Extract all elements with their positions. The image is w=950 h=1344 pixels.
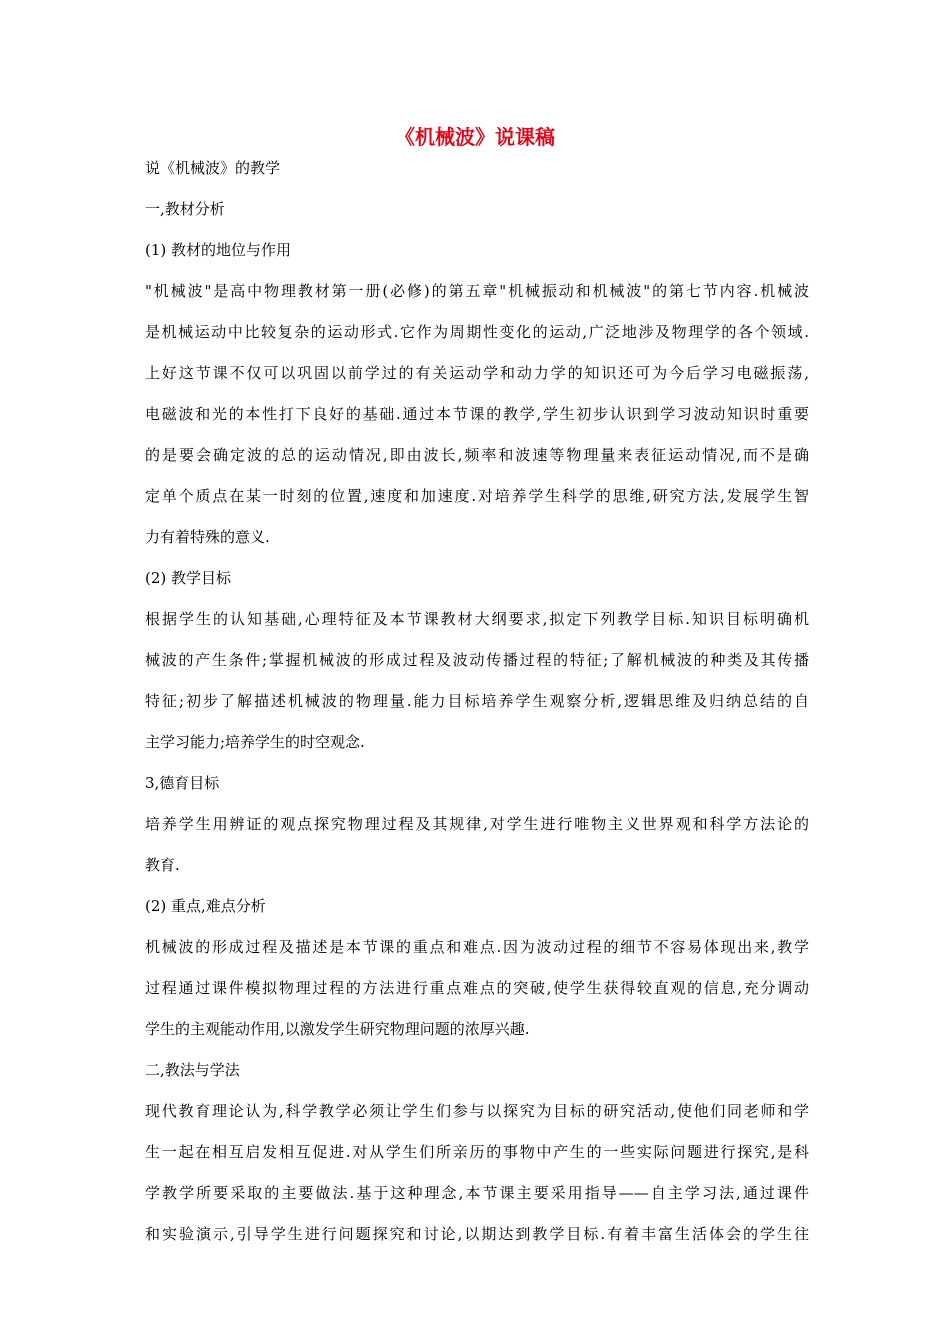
subsection-heading: (2) 教学目标 (145, 569, 232, 587)
paragraph-line: 是机械运动中比较复杂的运动形式.它作为周期性变化的运动,广泛地涉及物理学的各个领域. (145, 323, 809, 341)
text-line: 说《机械波》的教学 (145, 159, 281, 177)
paragraph-line: 学生的主观能动作用,以激发学生研究物理问题的浓厚兴趣. (145, 1020, 530, 1038)
paragraph-line: "机械波"是高中物理教材第一册(必修)的第五章"机械振动和机械波"的第七节内容.机械波 (145, 282, 809, 300)
subsection-heading: (1) 教材的地位与作用 (145, 241, 292, 259)
paragraph-line: 特征;初步了解描述机械波的物理量.能力目标培养学生观察分析,逻辑思维及归纳总结的自 (145, 692, 809, 710)
paragraph-line: 生一起在相互启发相互促进.对从学生们所亲历的事物中产生的一些实际问题进行探究,是科 (145, 1143, 809, 1161)
paragraph-line: 力有着特殊的意义. (145, 528, 270, 546)
paragraph-line: 教育. (145, 856, 180, 874)
paragraph-line: 和实验演示,引导学生进行问题探究和讨论,以期达到教学目标.有着丰富生活体会的学生往 (145, 1225, 809, 1243)
paragraph-line: 定单个质点在某一时刻的位置,速度和加速度.对培养学生科学的思维,研究方法,发展学生智 (145, 487, 809, 505)
paragraph-line: 上好这节课不仅可以巩固以前学过的有关运动学和动力学的知识还可为今后学习电磁振荡, (145, 364, 809, 382)
subsection-heading: 3,德育目标 (145, 774, 220, 792)
paragraph-line: 根据学生的认知基础,心理特征及本节课教材大纲要求,拟定下列教学目标.知识目标明确机 (145, 610, 809, 628)
paragraph-line: 培养学生用辨证的观点探究物理过程及其规律,对学生进行唯物主义世界观和科学方法论的 (145, 815, 809, 833)
section-heading: 一,教材分析 (145, 200, 225, 218)
document-body (145, 148, 809, 1255)
paragraph-line: 电磁波和光的本性打下良好的基础.通过本节课的教学,学生初步认识到学习波动知识时重要 (145, 405, 809, 423)
paragraph-line: 现代教育理论认为,科学教学必须让学生们参与以探究为目标的研究活动,使他们同老师和学 (145, 1102, 809, 1120)
paragraph-line: 机械波的形成过程及描述是本节课的重点和难点.因为波动过程的细节不容易体现出来,教学 (145, 938, 809, 956)
paragraph-line: 械波的产生条件;掌握机械波的形成过程及波动传播过程的特征;了解机械波的种类及其传播 (145, 651, 809, 669)
document-title: 《机械波》说课稿 (395, 125, 555, 149)
paragraph-line: 学教学所要采取的主要做法.基于这种理念,本节课主要采用指导——自主学习法,通过课件 (145, 1184, 809, 1202)
paragraph-line: 的是要会确定波的总的运动情况,即由波长,频率和波速等物理量来表征运动情况,而不是确 (145, 446, 809, 464)
paragraph-line: 主学习能力;培养学生的时空观念. (145, 733, 365, 751)
paragraph-line: 过程通过课件模拟物理过程的方法进行重点难点的突破,使学生获得较直观的信息,充分调动 (145, 979, 809, 997)
section-heading: 二,教法与学法 (145, 1061, 240, 1079)
subsection-heading: (2) 重点,难点分析 (145, 897, 266, 915)
